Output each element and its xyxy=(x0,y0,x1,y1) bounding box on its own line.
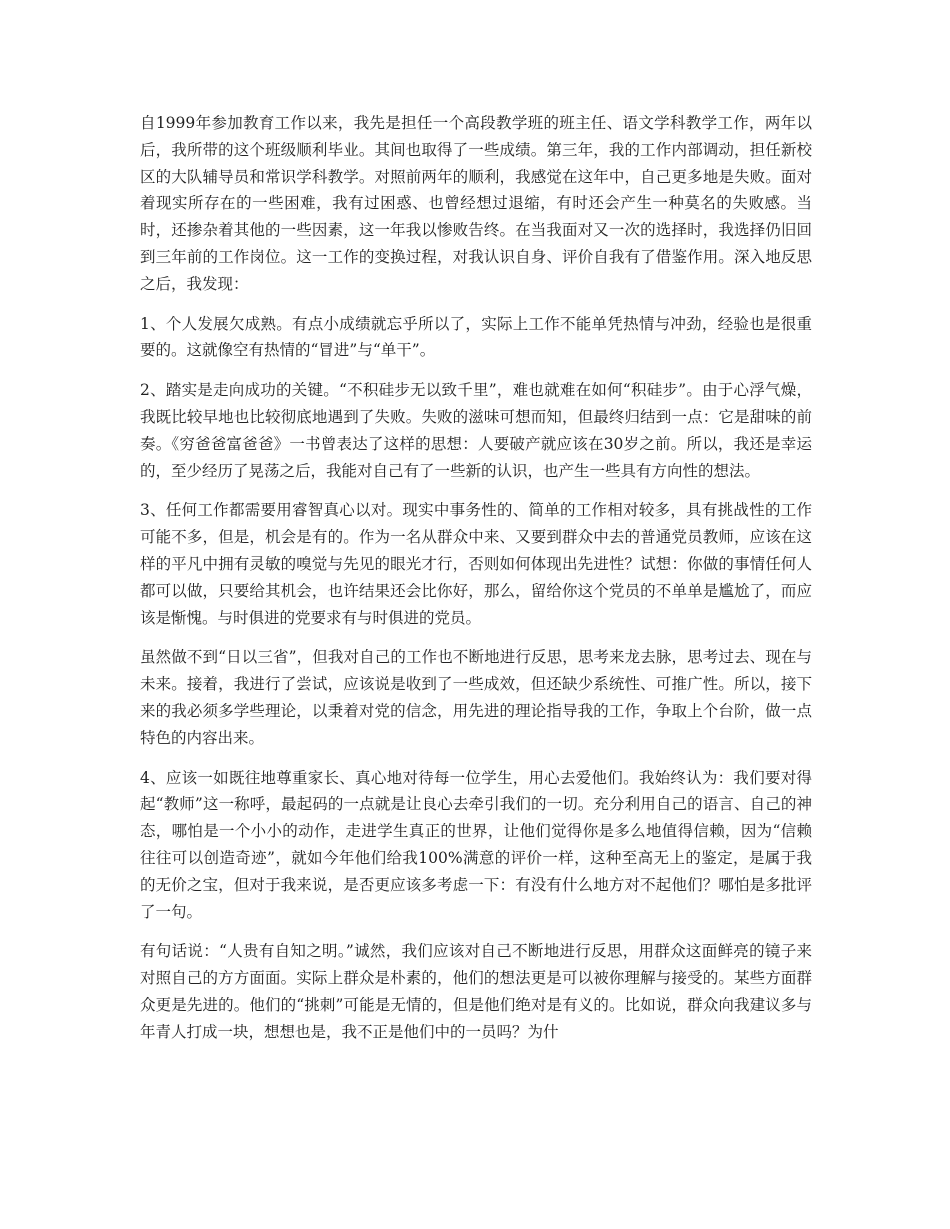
paragraph-reflection: 虽然做不到“日以三省”，但我对自己的工作也不断地进行反思，思考来龙去脉，思考过去、现在与未来。接着，我进行了尝试，应该说是收到了一些成效，但还缺少系统性、可推广性。所以，接下来的我必须多学些理论，以秉着对党的信念，用先进的理论指导我的工作，争取上个台阶，做一点特色的内容出来。 xyxy=(140,648,812,747)
document-body xyxy=(140,110,812,1059)
paragraph-intro: 自1999年参加教育工作以来，我先是担任一个高段教学班的班主任、语文学科教学工作，两年以后，我所带的这个班级顺利毕业。其间也取得了一些成绩。第三年，我的工作内部调动，担任新校区的大队辅导员和常识学科教学。对照前两年的顺利，我感觉在这年中，自己更多地是失败。面对着现实所存在的一些困难，我有过困惑、也曾经想过退缩，有时还会产生一种莫名的失败感。当时，还掺杂着其他的一些因素，这一年我以惨败告终。在当我面对又一次的选择时，我选择仍旧回到三年前的工作岗位。这一工作的变换过程，对我认识自身、评价自我有了借鉴作用。深入地反思之后，我发现： xyxy=(140,114,812,293)
paragraph-point-2: 2、踏实是走向成功的关键。“不积硅步无以致千里”，难也就难在如何“积硅步”。由于心浮气燥，我既比较早地也比较彻底地遇到了失败。失败的滋味可想而知，但最终归结到一点：它是甜味的前奏。《穷爸爸富爸爸》一书曾表达了这样的思想：人要破产就应该在30岁之前。所以，我还是幸运的，至少经历了晃荡之后，我能对自己有了一些新的认识，也产生一些具有方向性的想法。 xyxy=(140,381,812,480)
paragraph-point-4: 4、应该一如既往地尊重家长、真心地对待每一位学生，用心去爱他们。我始终认为：我们要对得起“教师”这一称呼，最起码的一点就是让良心去牵引我们的一切。充分利用自己的语言、自己的神态，哪怕是一个小小的动作，走进学生真正的世界，让他们觉得你是多么地值得信赖，因为“信赖往往可以创造奇迹”，就如今年他们给我100%满意的评价一样，这种至高无上的鉴定，是属于我的无价之宝，但对于我来说，是否更应该多考虑一下：有没有什么地方对不起他们？哪怕是多批评了一句。 xyxy=(140,768,812,921)
paragraph-point-1: 1、个人发展欠成熟。有点小成绩就忘乎所以了，实际上工作不能单凭热情与冲劲，经验也是很重要的。这就像空有热情的“冒进”与“单干”。 xyxy=(140,314,812,360)
paragraph-closing: 有句话说：“人贵有自知之明。”诚然，我们应该对自己不断地进行反思，用群众这面鲜亮的镜子来对照自己的方方面面。实际上群众是朴素的，他们的想法更是可以被你理解与接受的。某些方面群众更是先进的。他们的“挑刺”可能是无情的，但是他们绝对是有义的。比如说，群众向我建议多与年青人打成一块，想想也是，我不正是他们中的一员吗？为什 xyxy=(140,942,812,1041)
paragraph-point-3: 3、任何工作都需要用睿智真心以对。现实中事务性的、简单的工作相对较多，具有挑战性的工作可能不多，但是，机会是有的。作为一名从群众中来、又要到群众中去的普通党员教师，应该在这样的平凡中拥有灵敏的嗅觉与先见的眼光才行，否则如何体现出先进性？试想：你做的事情任何人都可以做，只要给其机会，也许结果还会比你好，那么，留给你这个党员的不单单是尴尬了，而应该是惭愧。与时俱进的党要求有与时俱进的党员。 xyxy=(140,501,812,627)
